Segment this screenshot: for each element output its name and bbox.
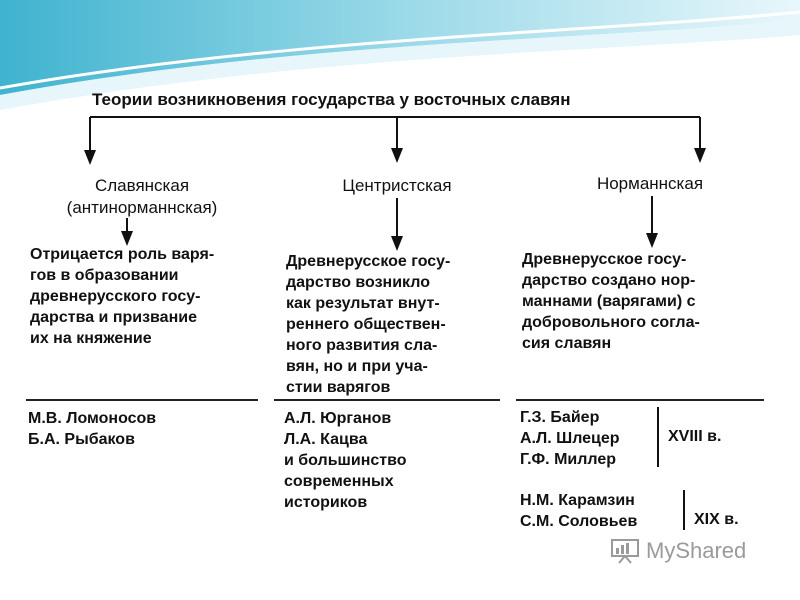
century-label-18c: XVIII в. — [668, 428, 722, 445]
century-label-19c: XIX в. — [694, 511, 739, 528]
theory-name-centrist: Центристская — [342, 176, 452, 195]
historians-norman-18c: Г.З. Байер А.Л. Шлецер Г.Ф. Миллер — [520, 409, 620, 468]
divider-slavic — [26, 399, 258, 401]
diagram-title: Теории возникновения государства у восточных славян — [92, 90, 571, 109]
presentation-board-icon — [610, 538, 640, 564]
myshared-logo — [610, 536, 780, 566]
divider-centrist — [274, 399, 500, 401]
historians-slavic: М.В. Ломоносов Б.А. Рыбаков — [28, 410, 157, 448]
bracket-18c — [657, 407, 659, 467]
logo-text: MyShared — [646, 538, 747, 563]
bracket-19c — [683, 490, 685, 530]
historians-norman-19c: Н.М. Карамзин С.М. Соловьев — [520, 492, 638, 530]
theory-name-slavic: Славянская (антинорманнская) — [66, 176, 218, 217]
divider-norman — [516, 399, 764, 401]
theory-name-norman: Норманнская — [596, 174, 704, 193]
theory-description-norman: Древнерусское госу- дарство создано нор- маннами (варягами) с добровольного согла- сия славян — [522, 251, 700, 352]
theory-description-slavic: Отрицается роль варя- гов в образовании древнерусского госу- дарства и призвание их на княжение — [30, 246, 215, 347]
theory-description-centrist: Древнерусское госу- дарство возникло как результат внут- реннего обществен- ного развития сла- вян, но и при уча- стии варягов — [286, 253, 451, 396]
historians-centrist: А.Л. Юрганов Л.А. Кацва и большинство современных историков — [284, 410, 407, 511]
